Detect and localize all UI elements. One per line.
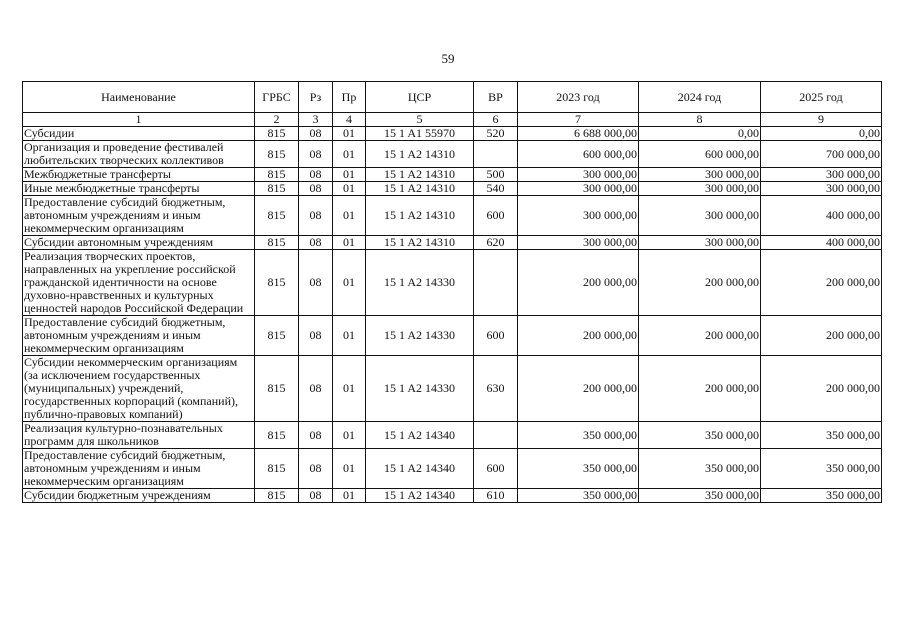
rz-cell: 08 <box>299 236 333 250</box>
vr-cell: 540 <box>474 182 518 196</box>
amount-2025-cell: 350 000,00 <box>761 449 882 489</box>
header-row <box>23 82 882 113</box>
vr-cell: 500 <box>474 168 518 182</box>
table-row <box>23 236 882 250</box>
csr-cell: 15 1 A2 14330 <box>366 356 474 422</box>
column-header: ЦСР <box>366 82 474 113</box>
amount-2025-cell: 400 000,00 <box>761 236 882 250</box>
column-header: ГРБС <box>255 82 299 113</box>
csr-cell: 15 1 A1 55970 <box>366 127 474 141</box>
table-row <box>23 356 882 422</box>
name-cell: Субсидии бюджетным учреждениям <box>23 489 255 503</box>
amount-2024-cell: 300 000,00 <box>639 168 761 182</box>
vr-cell: 610 <box>474 489 518 503</box>
rz-cell: 08 <box>299 489 333 503</box>
table-row <box>23 489 882 503</box>
vr-cell: 600 <box>474 196 518 236</box>
name-cell: Межбюджетные трансферты <box>23 168 255 182</box>
grbs-cell: 815 <box>255 141 299 168</box>
amount-2025-cell: 300 000,00 <box>761 168 882 182</box>
amount-2023-cell: 350 000,00 <box>518 422 639 449</box>
page-number: 59 <box>441 51 455 66</box>
rz-cell: 08 <box>299 449 333 489</box>
csr-cell: 15 1 A2 14340 <box>366 449 474 489</box>
grbs-cell: 815 <box>255 196 299 236</box>
amount-2024-cell: 0,00 <box>639 127 761 141</box>
table-row <box>23 316 882 356</box>
amount-2024-cell: 350 000,00 <box>639 489 761 503</box>
csr-cell: 15 1 A2 14310 <box>366 141 474 168</box>
rz-cell: 08 <box>299 422 333 449</box>
csr-cell: 15 1 A2 14310 <box>366 168 474 182</box>
vr-cell: 600 <box>474 316 518 356</box>
column-number: 9 <box>761 113 882 127</box>
column-number-row <box>23 113 882 127</box>
pr-cell: 01 <box>333 127 366 141</box>
csr-cell: 15 1 A2 14310 <box>366 236 474 250</box>
grbs-cell: 815 <box>255 168 299 182</box>
budget-table <box>22 81 882 503</box>
pr-cell: 01 <box>333 196 366 236</box>
amount-2023-cell: 300 000,00 <box>518 182 639 196</box>
pr-cell: 01 <box>333 182 366 196</box>
rz-cell: 08 <box>299 356 333 422</box>
name-cell: Иные межбюджетные трансферты <box>23 182 255 196</box>
column-header: 2025 год <box>761 82 882 113</box>
pr-cell: 01 <box>333 422 366 449</box>
vr-cell: 620 <box>474 236 518 250</box>
table-row <box>23 196 882 236</box>
column-header: 2023 год <box>518 82 639 113</box>
vr-cell: 520 <box>474 127 518 141</box>
table-row <box>23 449 882 489</box>
rz-cell: 08 <box>299 168 333 182</box>
csr-cell: 15 1 A2 14330 <box>366 250 474 316</box>
column-number: 8 <box>639 113 761 127</box>
column-number: 3 <box>299 113 333 127</box>
pr-cell: 01 <box>333 250 366 316</box>
amount-2024-cell: 350 000,00 <box>639 422 761 449</box>
csr-cell: 15 1 A2 14310 <box>366 196 474 236</box>
name-cell: Предоставление субсидий бюджетным, автономным учреждениям и иным некоммерческим организациям <box>23 316 255 356</box>
column-header: 2024 год <box>639 82 761 113</box>
grbs-cell: 815 <box>255 489 299 503</box>
column-number: 6 <box>474 113 518 127</box>
amount-2023-cell: 6 688 000,00 <box>518 127 639 141</box>
amount-2024-cell: 200 000,00 <box>639 250 761 316</box>
amount-2025-cell: 0,00 <box>761 127 882 141</box>
vr-cell: 600 <box>474 449 518 489</box>
rz-cell: 08 <box>299 250 333 316</box>
vr-cell <box>474 141 518 168</box>
grbs-cell: 815 <box>255 449 299 489</box>
amount-2023-cell: 200 000,00 <box>518 356 639 422</box>
vr-cell <box>474 422 518 449</box>
pr-cell: 01 <box>333 356 366 422</box>
rz-cell: 08 <box>299 182 333 196</box>
table-row <box>23 127 882 141</box>
amount-2024-cell: 200 000,00 <box>639 356 761 422</box>
rz-cell: 08 <box>299 196 333 236</box>
csr-cell: 15 1 A2 14330 <box>366 316 474 356</box>
grbs-cell: 815 <box>255 127 299 141</box>
column-number: 4 <box>333 113 366 127</box>
amount-2023-cell: 300 000,00 <box>518 196 639 236</box>
pr-cell: 01 <box>333 489 366 503</box>
pr-cell: 01 <box>333 168 366 182</box>
column-number: 7 <box>518 113 639 127</box>
amount-2025-cell: 200 000,00 <box>761 356 882 422</box>
amount-2024-cell: 300 000,00 <box>639 236 761 250</box>
pr-cell: 01 <box>333 449 366 489</box>
table-row <box>23 182 882 196</box>
amount-2025-cell: 200 000,00 <box>761 250 882 316</box>
amount-2023-cell: 200 000,00 <box>518 250 639 316</box>
amount-2023-cell: 350 000,00 <box>518 449 639 489</box>
table-row <box>23 250 882 316</box>
vr-cell <box>474 250 518 316</box>
amount-2023-cell: 600 000,00 <box>518 141 639 168</box>
grbs-cell: 815 <box>255 236 299 250</box>
grbs-cell: 815 <box>255 422 299 449</box>
name-cell: Субсидии <box>23 127 255 141</box>
csr-cell: 15 1 A2 14310 <box>366 182 474 196</box>
grbs-cell: 815 <box>255 316 299 356</box>
amount-2024-cell: 200 000,00 <box>639 316 761 356</box>
column-number: 2 <box>255 113 299 127</box>
column-number: 1 <box>23 113 255 127</box>
rz-cell: 08 <box>299 141 333 168</box>
amount-2025-cell: 300 000,00 <box>761 182 882 196</box>
amount-2024-cell: 300 000,00 <box>639 182 761 196</box>
amount-2023-cell: 350 000,00 <box>518 489 639 503</box>
table-row <box>23 422 882 449</box>
csr-cell: 15 1 A2 14340 <box>366 422 474 449</box>
column-number: 5 <box>366 113 474 127</box>
column-header: Рз <box>299 82 333 113</box>
name-cell: Субсидии автономным учреждениям <box>23 236 255 250</box>
amount-2023-cell: 200 000,00 <box>518 316 639 356</box>
name-cell: Субсидии некоммерческим организациям (за исключением государственных (муниципальных) учреждений, государственных корпораций (компаний), публично-правовых компаний) <box>23 356 255 422</box>
amount-2025-cell: 350 000,00 <box>761 489 882 503</box>
pr-cell: 01 <box>333 236 366 250</box>
rz-cell: 08 <box>299 127 333 141</box>
amount-2024-cell: 350 000,00 <box>639 449 761 489</box>
csr-cell: 15 1 A2 14340 <box>366 489 474 503</box>
column-header: Наименование <box>23 82 255 113</box>
grbs-cell: 815 <box>255 356 299 422</box>
name-cell: Предоставление субсидий бюджетным, автономным учреждениям и иным некоммерческим организациям <box>23 196 255 236</box>
amount-2025-cell: 700 000,00 <box>761 141 882 168</box>
name-cell: Реализация творческих проектов, направленных на укрепление российской гражданской идентичности на основе духовно-нравственных и культурных ценностей народов Российской Федерации <box>23 250 255 316</box>
pr-cell: 01 <box>333 316 366 356</box>
amount-2024-cell: 600 000,00 <box>639 141 761 168</box>
name-cell: Реализация культурно-познавательных программ для школьников <box>23 422 255 449</box>
name-cell: Организация и проведение фестивалей любительских творческих коллективов <box>23 141 255 168</box>
amount-2023-cell: 300 000,00 <box>518 168 639 182</box>
amount-2025-cell: 350 000,00 <box>761 422 882 449</box>
amount-2024-cell: 300 000,00 <box>639 196 761 236</box>
grbs-cell: 815 <box>255 250 299 316</box>
grbs-cell: 815 <box>255 182 299 196</box>
amount-2025-cell: 400 000,00 <box>761 196 882 236</box>
amount-2023-cell: 300 000,00 <box>518 236 639 250</box>
column-header: Пр <box>333 82 366 113</box>
pr-cell: 01 <box>333 141 366 168</box>
table-row <box>23 168 882 182</box>
amount-2025-cell: 200 000,00 <box>761 316 882 356</box>
column-header: ВР <box>474 82 518 113</box>
table-row <box>23 141 882 168</box>
rz-cell: 08 <box>299 316 333 356</box>
vr-cell: 630 <box>474 356 518 422</box>
name-cell: Предоставление субсидий бюджетным, автономным учреждениям и иным некоммерческим организациям <box>23 449 255 489</box>
